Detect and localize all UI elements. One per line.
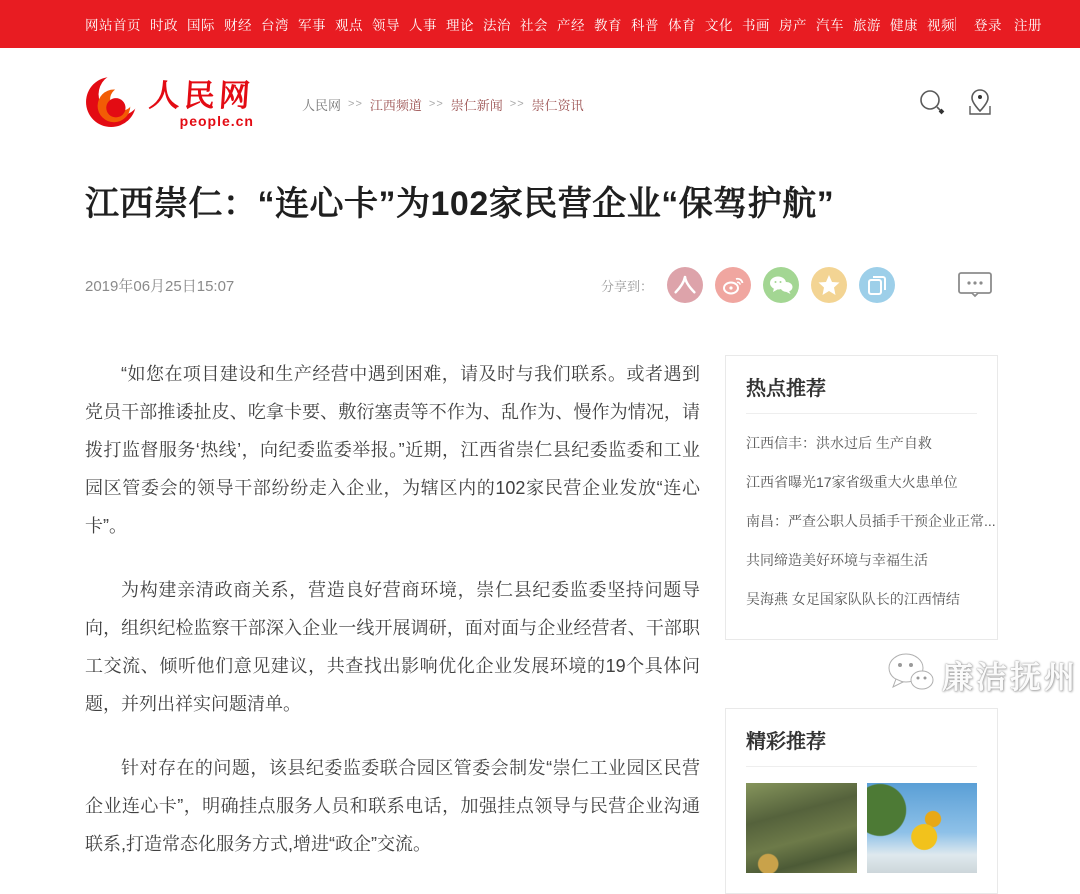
topnav-item[interactable]: 领导 [372, 18, 400, 33]
breadcrumb-separator: >> [428, 98, 444, 110]
hot-recommendations-list [746, 424, 996, 619]
watermark-text: 廉洁抚州 [942, 660, 1078, 695]
login-link[interactable]: 登录 [974, 18, 1002, 33]
topnav-item[interactable]: 书画 [742, 18, 770, 33]
wechat-icon[interactable] [763, 267, 799, 303]
copy-link-icon[interactable] [859, 267, 895, 303]
topnav-item[interactable]: 网站首页 [85, 18, 141, 33]
people-cn-logo[interactable] [85, 76, 254, 133]
hot-recommendations-title: 热点推荐 [746, 372, 977, 414]
hot-list-link[interactable]: 南昌：严查公职人员插手干预企业正常... [746, 513, 996, 529]
breadcrumb-home[interactable]: 人民网 [302, 97, 342, 113]
topnav-item[interactable]: 产经 [557, 18, 585, 33]
topnav-item[interactable]: 理论 [446, 18, 474, 33]
logo-subtitle: people.cn [179, 113, 254, 129]
topnav-item[interactable]: 体育 [668, 18, 696, 33]
breadcrumb-separator: >> [509, 98, 525, 110]
hot-list-item [746, 580, 977, 619]
sina-weibo-icon[interactable] [715, 267, 751, 303]
publish-date: 2019年06月25日15:07 [85, 277, 235, 295]
comment-bubble-icon[interactable] [955, 269, 995, 301]
logo-title: 人民网 [147, 78, 256, 113]
article-body [85, 355, 700, 894]
site-header [0, 48, 1080, 160]
nav-divider [955, 17, 956, 31]
topnav-item[interactable]: 法治 [483, 18, 511, 33]
hot-list-link[interactable]: 共同缔造美好环境与幸福生活 [746, 552, 928, 568]
breadcrumb-channel[interactable]: 江西频道 [369, 97, 422, 113]
hot-list-link[interactable]: 吴海燕 女足国家队队长的江西情结 [746, 591, 960, 607]
topnav-item[interactable]: 视频 [927, 18, 955, 33]
hot-list-item [746, 541, 977, 580]
article-paragraph: 为构建亲清政商关系，营造良好营商环境，崇仁县纪委监委坚持问题导向，组织纪检监察干部深入企业一线开展调研，面对面与企业经营者、干部职工交流、倾听他们意见建议，共查找出影响优化企业发展环境的19个具体问题，并列出祥实问题清单。 [85, 580, 700, 714]
sidebar [725, 355, 998, 894]
topnav-item[interactable]: 观点 [335, 18, 363, 33]
topnav-item[interactable]: 汽车 [816, 18, 844, 33]
topnav-item[interactable]: 财经 [224, 18, 252, 33]
hot-list-item [746, 502, 996, 541]
topnav-item[interactable]: 人事 [409, 18, 437, 33]
register-link[interactable]: 注册 [1014, 18, 1042, 33]
article-paragraph: 针对存在的问题，该县纪委监委联合园区管委会制发“崇仁工业园区民营企业连心卡”，明确挂点服务人员和联系电话，加强挂点领导与民营企业沟通联系,打造常态化服务方式,增进“政企”交流。 [85, 758, 700, 854]
breadcrumb [302, 95, 584, 114]
hot-recommendations-box [725, 355, 998, 640]
share-label: 分享到： [600, 278, 653, 294]
article-title: 江西崇仁：“连心卡”为102家民营企业“保驾护航” [85, 185, 835, 223]
topnav-item[interactable]: 教育 [594, 18, 622, 33]
topnav-item[interactable]: 军事 [298, 18, 326, 33]
people-weibo-icon[interactable] [667, 267, 703, 303]
featured-recommendations-title: 精彩推荐 [746, 725, 977, 767]
qzone-star-icon[interactable] [811, 267, 847, 303]
breadcrumb-current[interactable]: 崇仁资讯 [531, 97, 584, 113]
breadcrumb-section[interactable]: 崇仁新闻 [450, 97, 503, 113]
featured-recommendations-box [725, 708, 998, 894]
hot-list-link[interactable]: 江西信丰：洪水过后 生产自救 [746, 435, 932, 451]
hot-list-item [746, 424, 977, 463]
topnav-item[interactable]: 科普 [631, 18, 659, 33]
topnav-item[interactable]: 社会 [520, 18, 548, 33]
topnav-item[interactable]: 旅游 [853, 18, 881, 33]
breadcrumb-separator: >> [348, 98, 363, 110]
robot-thumbnail[interactable] [867, 783, 978, 873]
share-bar [601, 267, 995, 303]
location-pin-icon[interactable] [965, 86, 995, 123]
topnav-links [85, 14, 955, 34]
topnav-item[interactable]: 时政 [150, 18, 178, 33]
search-icon[interactable] [917, 87, 947, 122]
topnav-item[interactable]: 房产 [779, 18, 807, 33]
article-paragraph: “如您在项目建设和生产经营中遇到困难，请及时与我们联系。或者遇到党员干部推诿扯皮、吃拿卡要、敷衍塞责等不作为、乱作为、慢作为情况，请拨打监督服务‘热线’，向纪委监委举报。”近期，江西省崇仁县纪委监委和工业园区管委会的领导干部纷纷走入企业，为辖区内的102家民营企业发放“连心卡”。 [85, 364, 700, 536]
topnav-item[interactable]: 健康 [890, 18, 918, 33]
hot-list-item [746, 463, 977, 502]
topnav-item[interactable]: 国际 [187, 18, 215, 33]
topnav-item[interactable]: 台湾 [261, 18, 289, 33]
hot-list-link[interactable]: 江西省曝光17家省级重大火患单位 [746, 474, 958, 490]
people-cn-swoosh-icon [85, 76, 141, 133]
topnav-item[interactable]: 文化 [705, 18, 733, 33]
top-navigation-bar [0, 0, 1080, 48]
scenery-thumbnail[interactable] [746, 783, 857, 873]
